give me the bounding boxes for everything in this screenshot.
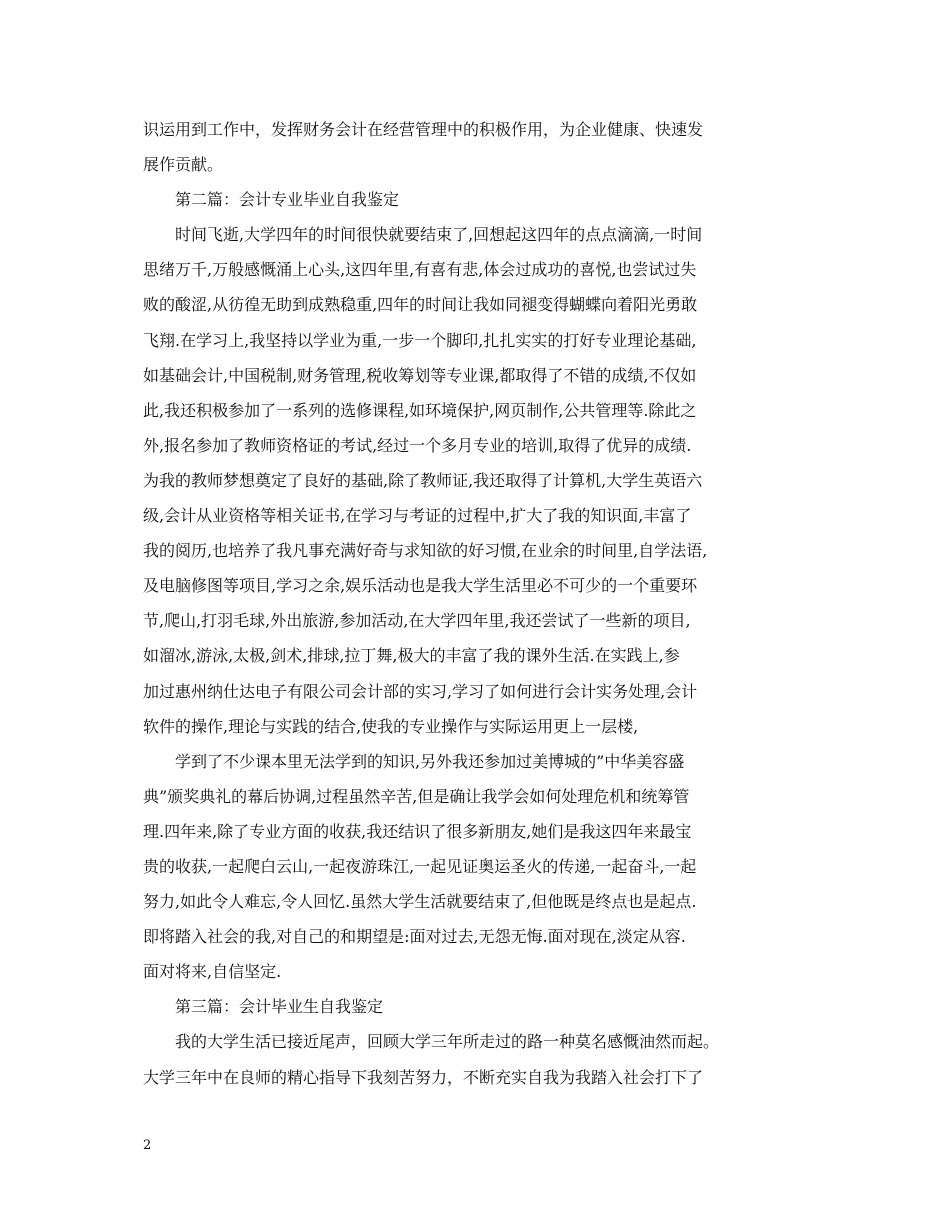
text-line: 如基础会计,中国税制,财务管理,税收筹划等专业课,都取得了不错的成绩,不仅如 (143, 365, 697, 385)
text-line: 节,爬山,打羽毛球,外出旅游,参加活动,在大学四年里,我还尝试了一些新的项目, (143, 611, 691, 631)
text-line: 面对将来,自信坚定. (143, 962, 282, 982)
text-line: 理.四年来,除了专业方面的收获,我还结识了很多新朋友,她们是我这四年来最宝 (143, 821, 692, 841)
text-line: 如溜冰,游泳,太极,剑术,排球,拉丁舞,极大的丰富了我的课外生活.在实践上,参 (143, 646, 680, 666)
text-line: 飞翔.在学习上,我坚持以学业为重,一步一个脚印,扎扎实实的打好专业理论基础, (143, 330, 697, 350)
text-line: 加过惠州纳仕达电子有限公司会计部的实习,学习了如何进行会计实务处理,会计 (143, 681, 698, 701)
text-line: 败的酸涩,从彷徨无助到成熟稳重,四年的时间让我如同褪变得蝴蝶向着阳光勇敢 (143, 295, 698, 315)
text-line: 为我的教师梦想奠定了良好的基础,除了教师证,我还取得了计算机,大学生英语六 (143, 470, 703, 490)
document-body (143, 112, 813, 1095)
text-line: 识运用到工作中，发挥财务会计在经营管理中的积极作用，为企业健康、快速发 (143, 120, 704, 139)
text-line: 即将踏入社会的我,对自己的和期望是:面对过去,无怨无悔.面对现在,淡定从容. (143, 927, 686, 947)
text-line: 贵的收获,一起爬白云山,一起夜游珠江,一起见证奥运圣火的传递,一起奋斗,一起 (143, 856, 697, 876)
text-line: 我的大学生活已接近尾声，回顾大学三年所走过的路一种莫名感慨油然而起。 (175, 1032, 720, 1052)
text-line: 及电脑修图等项目,学习之余,娱乐活动也是我大学生活里必不可少的一个重要环 (143, 576, 698, 596)
text-line: 典”颁奖典礼的幕后协调,过程虽然辛苦,但是确让我学会如何处理危机和统筹管 (143, 786, 690, 806)
text-line: 此,我还积极参加了一系列的选修课程,如环境保护,网页制作,公共管理等.除此之 (143, 400, 697, 420)
text-line: 软件的操作,理论与实践的结合,使我的专业操作与实际运用更上一层楼, (143, 716, 639, 736)
section-heading-2: 第二篇：会计专业毕业自我鉴定 (175, 190, 400, 210)
text-line: 大学三年中在良师的精心指导下我刻苦努力，不断充实自我为我踏入社会打下了 (143, 1067, 704, 1087)
text-line: 级,会计从业资格等相关证书,在学习与考证的过程中,扩大了我的知识面,丰富了 (143, 506, 692, 526)
text-line: 我的阅历,也培养了我凡事充满好奇与求知欲的好习惯,在业余的时间里,自学法语, (143, 541, 708, 561)
section-heading-3: 第三篇：会计毕业生自我鉴定 (175, 997, 384, 1017)
text-line: 时间飞逝,大学四年的时间很快就要结束了,回想起这四年的点点滴滴,一时间 (175, 225, 703, 245)
page-number: 2 (143, 1138, 152, 1153)
text-line: 努力,如此令人难忘,令人回忆.虽然大学生活就要结束了,但他既是终点也是起点. (143, 892, 697, 912)
text-line: 学到了不少课本里无法学到的知识,另外我还参加过美博城的”中华美容盛 (175, 751, 685, 771)
text-line: 展作贡献。 (143, 155, 224, 175)
text-line: 外,报名参加了教师资格证的考试,经过一个多月专业的培训,取得了优异的成绩. (143, 435, 692, 455)
text-line: 思绪万千,万般感慨涌上心头,这四年里,有喜有悲,体会过成功的喜悦,也尝试过失 (143, 260, 697, 280)
